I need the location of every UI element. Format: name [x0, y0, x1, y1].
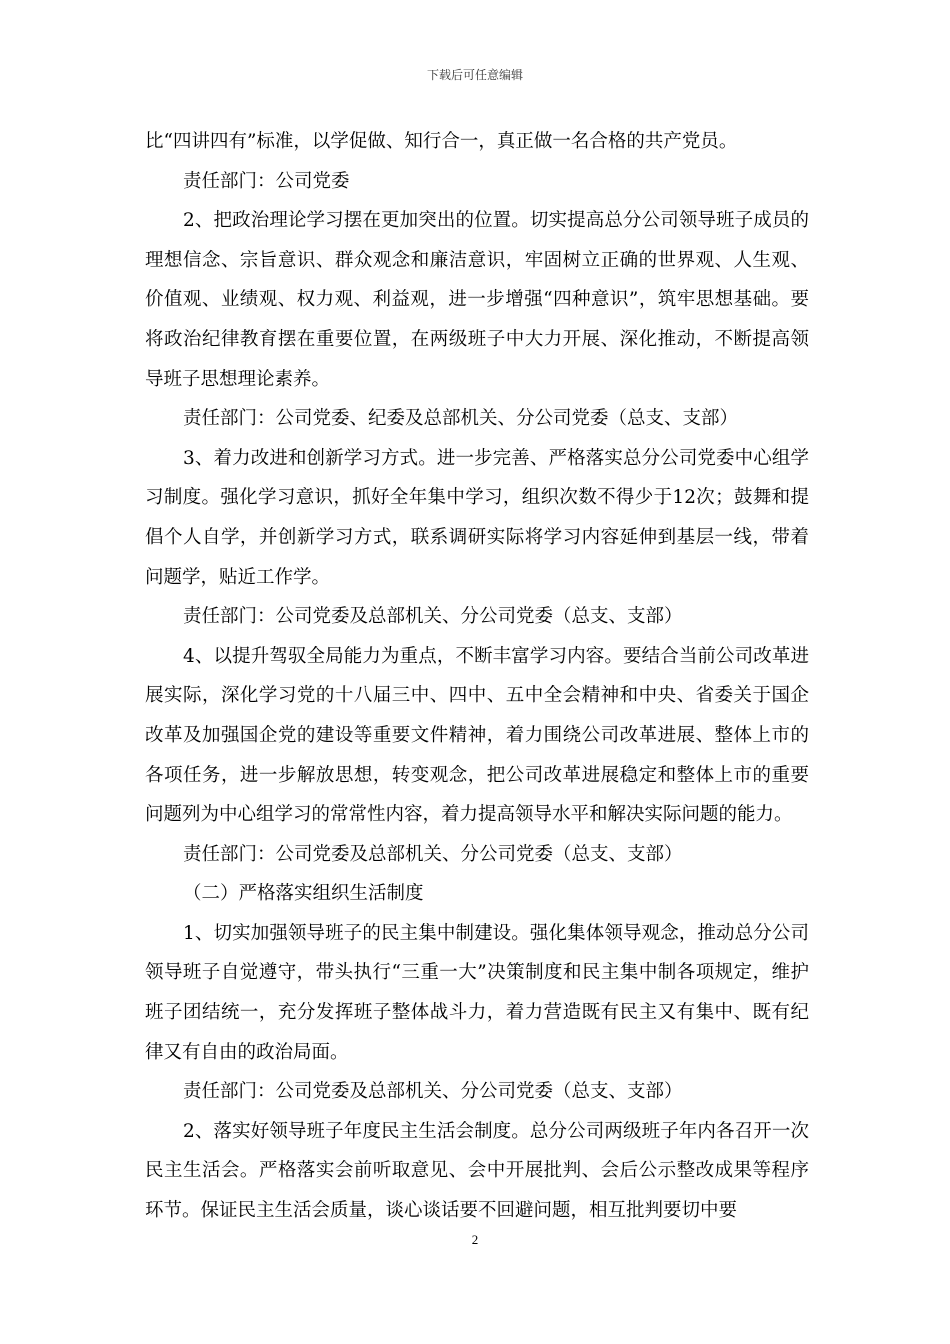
- page-number: 2: [471, 1232, 479, 1247]
- paragraph: 2、把政治理论学习摆在更加突出的位置。切实提高总分公司领导班子成员的理想信念、宗旨意识、群众观念和廉洁意识，牢固树立正确的世界观、人生观、价值观、业绩观、权力观、利益观，进一步增强“四种意识”，筑牢思想基础。要将政治纪律教育摆在重要位置，在两级班子中大力开展、深化推动，不断提高领导班子思想理论素养。: [145, 210, 809, 390]
- paragraph: 3、着力改进和创新学习方式。进一步完善、严格落实总分公司党委中心组学习制度。强化学习意识，抓好全年集中学习，组织次数不得少于12次；鼓舞和提倡个人自学，并创新学习方式，联系调研实际将学习内容延伸到基层一线，带着问题学，贴近工作学。: [145, 447, 809, 588]
- document-body: [145, 122, 809, 1231]
- paragraph: 1、切实加强领导班子的民主集中制建设。强化集体领导观念，推动总分公司领导班子自觉遵守，带头执行“三重一大”决策制度和民主集中制各项规定，维护班子团结统一，充分发挥班子整体战斗力，着力营造既有民主又有集中、既有纪律又有自由的政治局面。: [145, 922, 809, 1063]
- responsibility-line: 责任部门：公司党委、纪委及总部机关、分公司党委（总支、支部）: [183, 408, 739, 430]
- responsibility-line: 责任部门：公司党委: [183, 170, 350, 192]
- paragraph: 2、落实好领导班子年度民主生活会制度。总分公司两级班子年内各召开一次民主生活会。严格落实会前听取意见、会中开展批判、会后公示整改成果等程序环节。保证民主生活会质量，谈心谈话要不回避问题，相互批判要切中要: [145, 1120, 809, 1222]
- responsibility-line: 责任部门：公司党委及总部机关、分公司党委（总支、支部）: [183, 606, 683, 628]
- responsibility-line: 责任部门：公司党委及总部机关、分公司党委（总支、支部）: [183, 843, 683, 865]
- paragraph: 4、以提升驾驭全局能力为重点，不断丰富学习内容。要结合当前公司改革进展实际，深化学习党的十八届三中、四中、五中全会精神和中央、省委关于国企改革及加强国企党的建设等重要文件精神，着力围绕公司改革进展、整体上市的各项任务，进一步解放思想，转变观念，把公司改革进展稳定和整体上市的重要问题列为中心组学习的常常性内容，着力提高领导水平和解决实际问题的能力。: [145, 645, 809, 826]
- responsibility-line: 责任部门：公司党委及总部机关、分公司党委（总支、支部）: [183, 1081, 683, 1103]
- paragraph: 比“四讲四有”标准，以学促做、知行合一，真正做一名合格的共产党员。: [145, 131, 738, 152]
- section-heading: （二）严格落实组织生活制度: [183, 883, 424, 905]
- page-header: 下载后可任意编辑: [426, 68, 523, 82]
